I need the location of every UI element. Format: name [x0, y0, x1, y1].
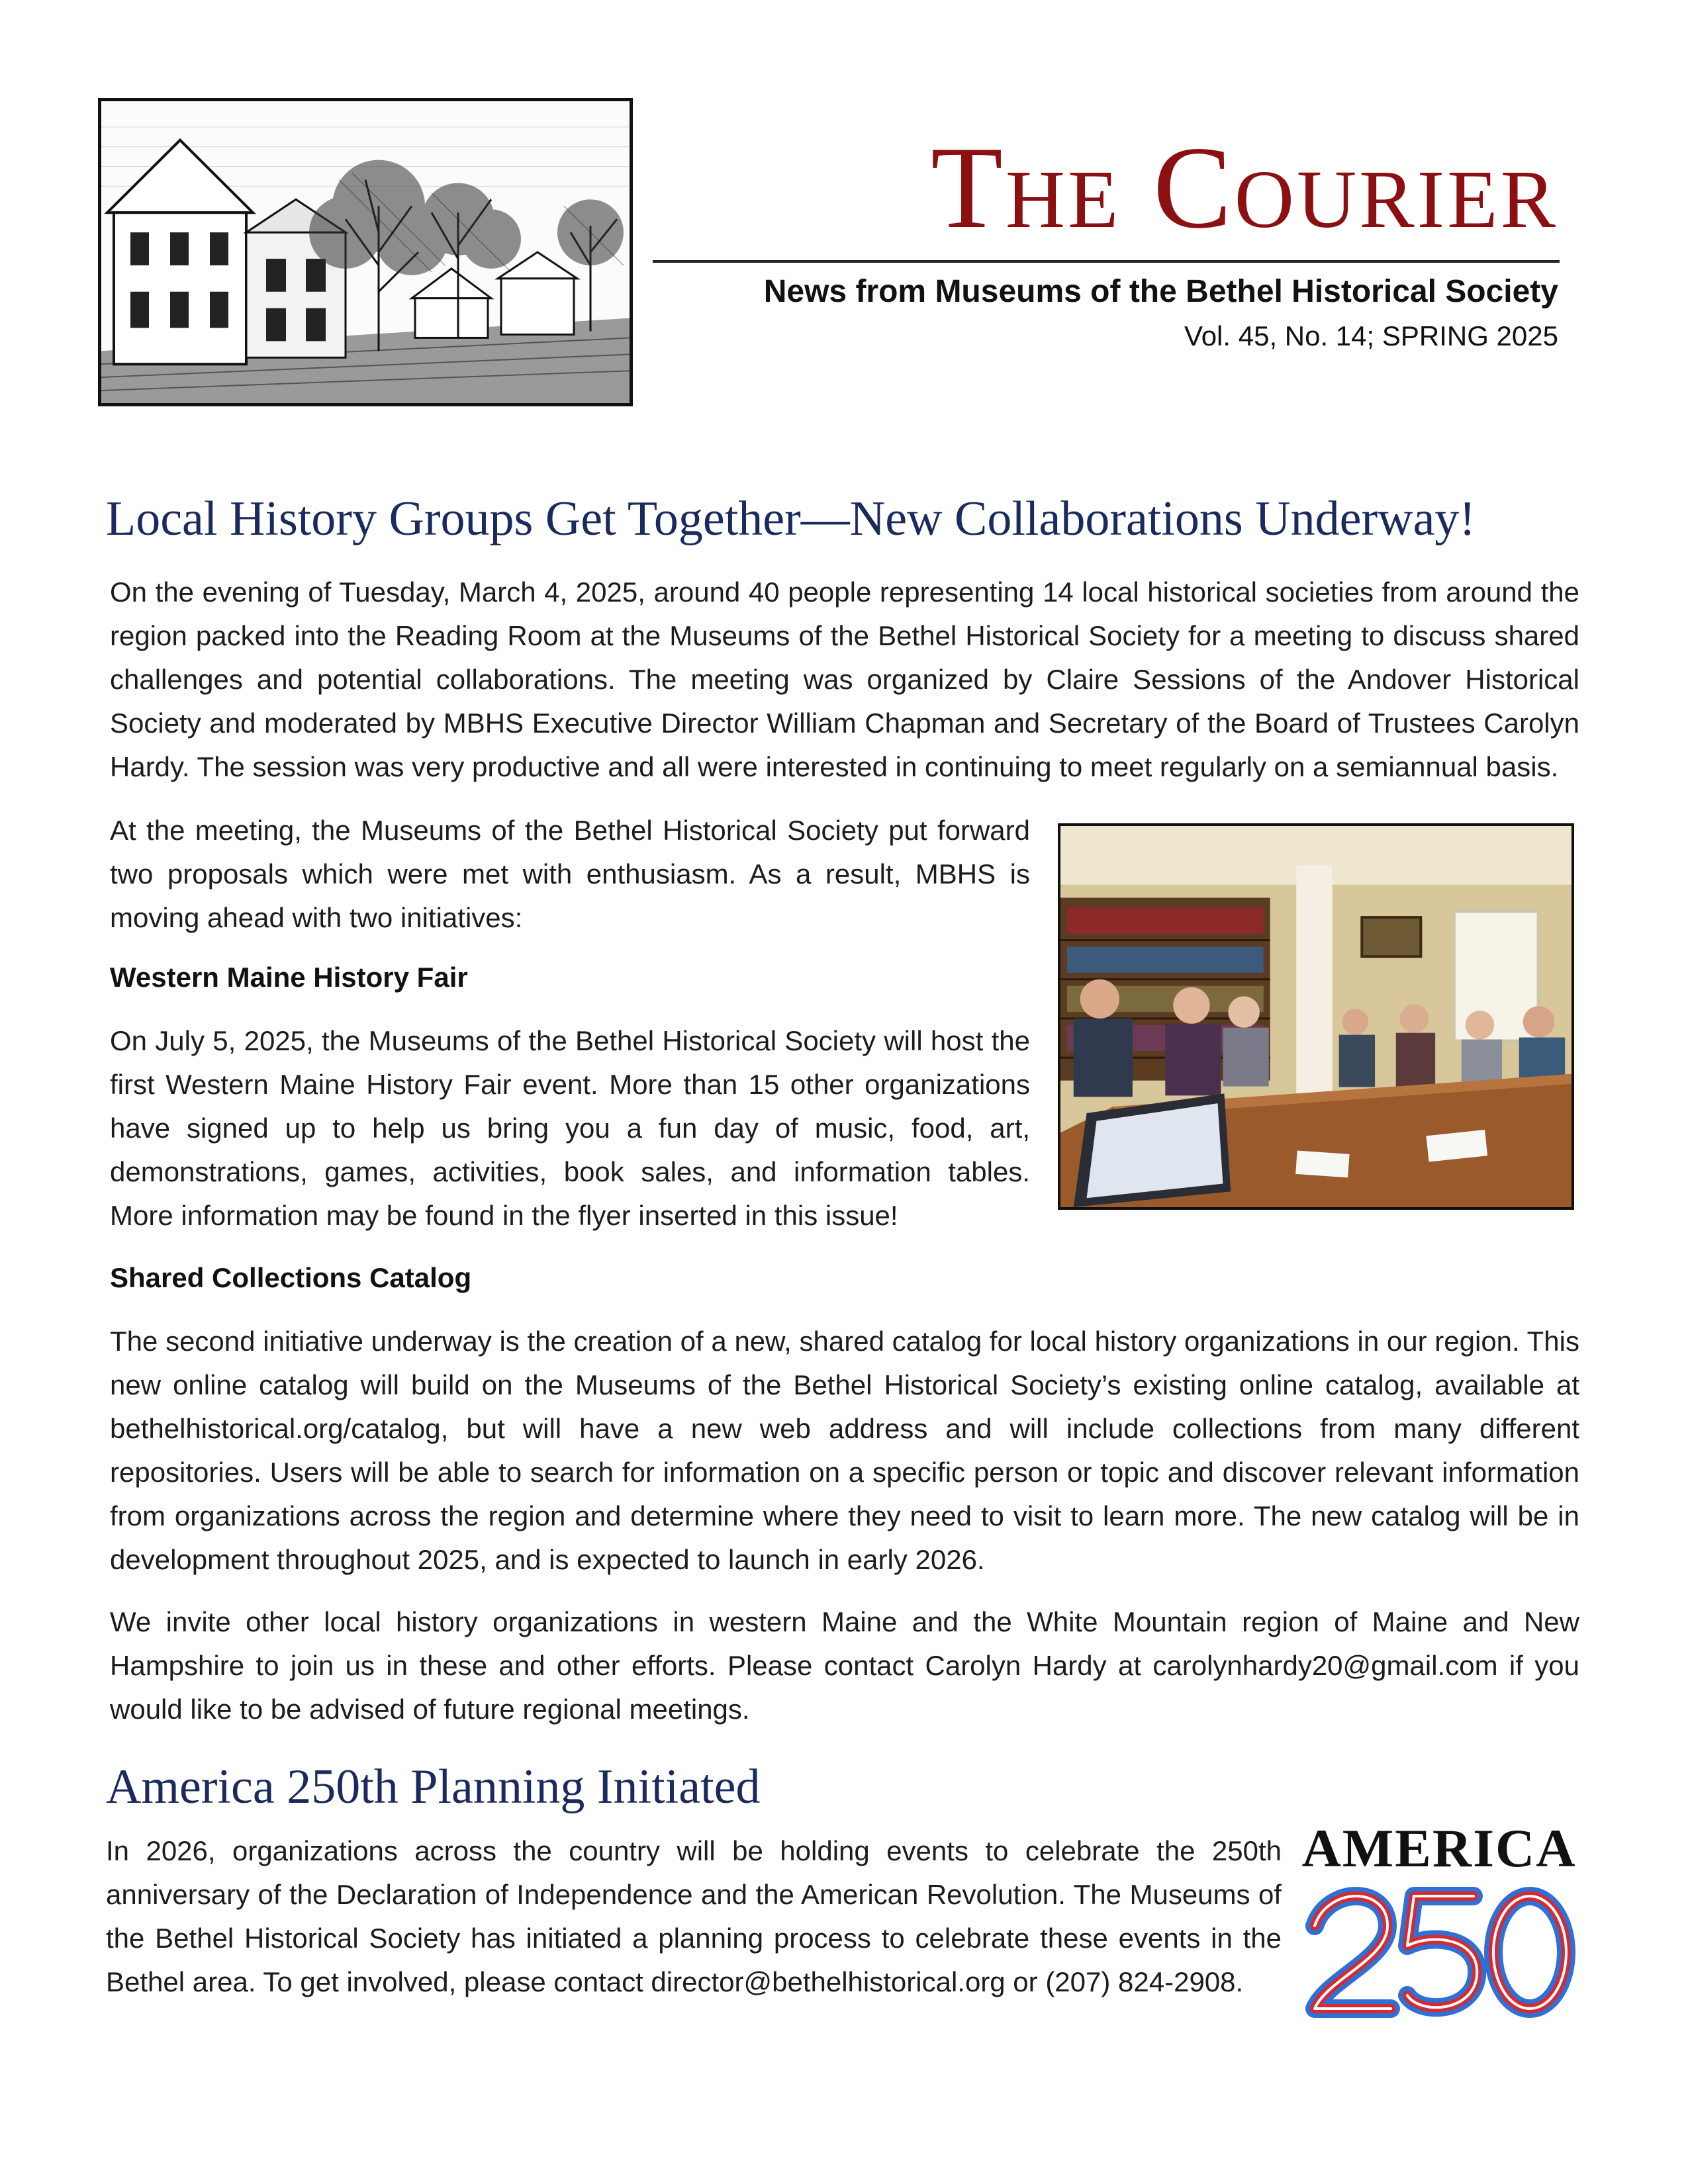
america-logo-word: AMERICA: [1301, 1818, 1577, 1878]
newsletter-subtitle: News from Museums of the Bethel Historical Society: [763, 274, 1558, 309]
historic-house-icon: [101, 101, 630, 404]
meeting-photo-icon: [1060, 826, 1571, 1207]
article1-subhead-history-fair: Western Maine History Fair: [110, 962, 468, 993]
article2-paragraph-1: In 2026, organizations across the country will be holding events to celebrate the 250th anniversary of the Declaration of Independence and the American Revolution. The Museums of the Bethel Historical Society has initiated a planning process to celebrate these events in the Bethel area. To get involved, please contact director@bethelhistorical.org or (207) 824-2908.: [106, 1835, 1282, 1997]
article1-headline: Local History Groups Get Together—New Collaborations Underway!: [106, 492, 1476, 546]
issue-info: Vol. 45, No. 14; SPRING 2025: [1184, 320, 1558, 351]
logo-250-icon: [1301, 1880, 1577, 2021]
america-250-logo: [1301, 1819, 1577, 2021]
title-divider: [653, 260, 1560, 263]
newsletter-title: The Courier: [931, 122, 1558, 253]
article1-paragraph-3: On July 5, 2025, the Museums of the Bethel Historical Society will host the first Western Maine History Fair event. More than 15 other organizations have signed up to help us bring you a fun day of music, food, art, demonstrations, games, activities, book sales, and information tables. More information may be found in the flyer inserted in this issue!: [110, 1025, 1030, 1231]
article1-paragraph-2: At the meeting, the Museums of the Bethel Historical Society put forward two proposals which were met with enthusiasm. As a result, MBHS is moving ahead with two initiatives:: [110, 815, 1030, 933]
masthead-house-illustration: [98, 98, 633, 406]
article1-subhead-shared-catalog: Shared Collections Catalog: [110, 1262, 472, 1293]
article1-paragraph-1: On the evening of Tuesday, March 4, 2025, around 40 people representing 14 local historical societies from around the region packed into the Reading Room at the Museums of the Bethel Historical Society for a meeting to discuss shared challenges and potential collaborations. The meeting was organized by Claire Sessions of the Andover Historical Society and moderated by MBHS Executive Director William Chapman and Secretary of the Board of Trustees Carolyn Hardy. The session was very productive and all were interested in continuing to meet regularly on a semiannual basis.: [110, 576, 1579, 782]
article1-paragraph-4: The second initiative underway is the creation of a new, shared catalog for local history organizations in our region. This new online catalog will build on the Museums of the Bethel Historical Society’s existing online catalog, available at bethelhistorical.org/catalog, but will have a new web address and will include collections from many different repositories. Users will be able to search for information on a specific person or topic and discover relevant information from organizations across the region and determine where they need to visit to learn more. The new catalog will be in development throughout 2025, and is expected to launch in early 2026.: [110, 1326, 1579, 1575]
meeting-photo: [1058, 823, 1574, 1210]
article1-paragraph-5: We invite other local history organizations in western Maine and the White Mountain region of Maine and New Hampshire to join us in these and other efforts. Please contact Carolyn Hardy at carolynhardy20@gmail.com if you would like to be advised of future regional meetings.: [110, 1606, 1579, 1725]
article2-headline: America 250th Planning Initiated: [106, 1760, 761, 1814]
